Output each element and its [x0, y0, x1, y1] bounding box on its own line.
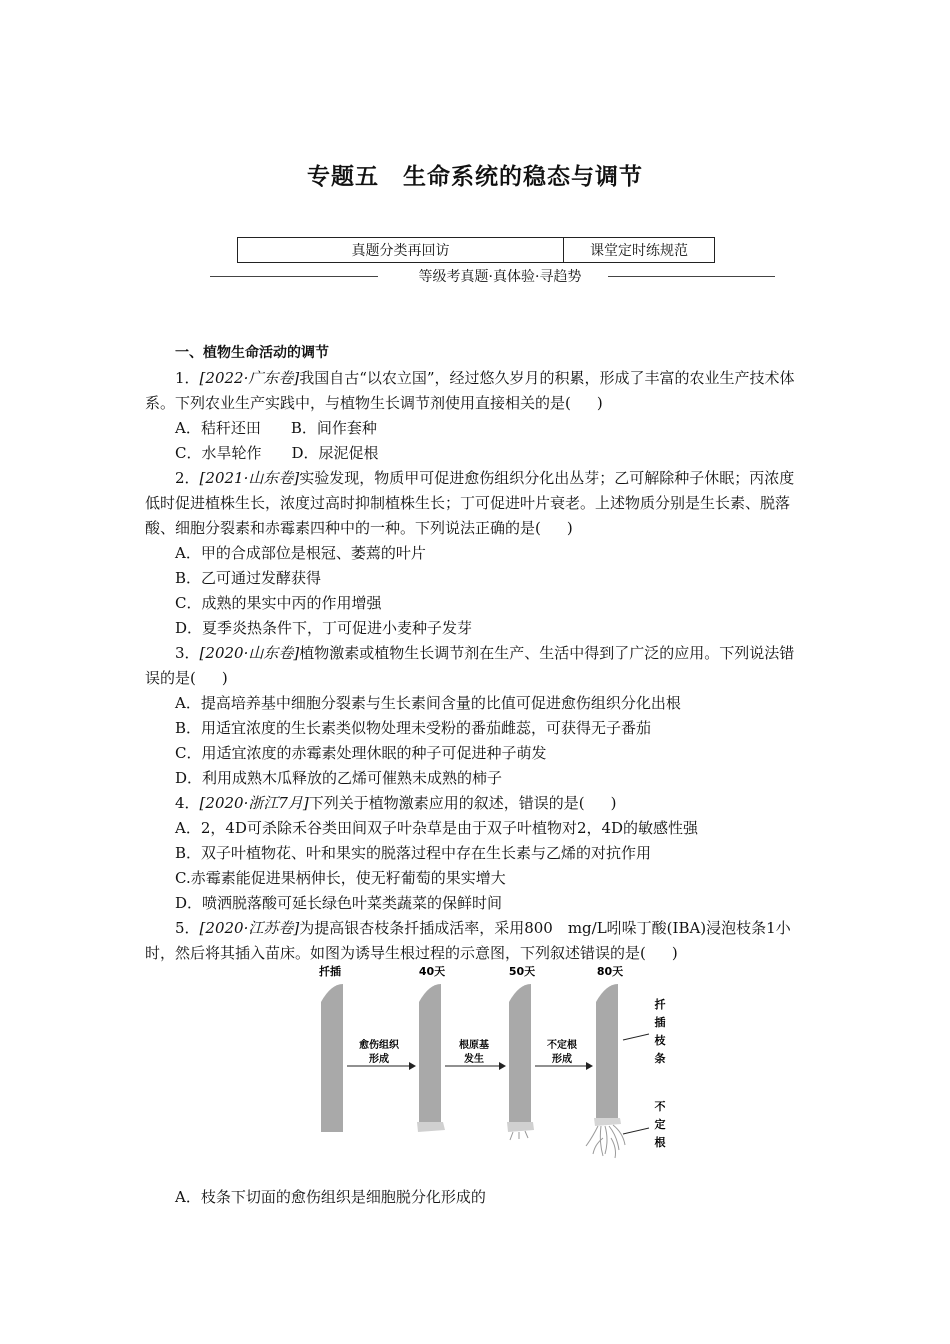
arrow-label: 不定根 [547, 1040, 577, 1051]
root-label-char: 根 [654, 1136, 666, 1149]
arrow-label: 发生 [464, 1054, 484, 1065]
root-label-char: 定 [654, 1118, 666, 1131]
option[interactable]: B．用适宜浓度的生长素类似物处理未受粉的番茄雌蕊，可获得无子番茄 [175, 719, 652, 737]
section-heading: 一、植物生命活动的调节 [175, 345, 329, 361]
stage-label: 扦插 [319, 965, 341, 978]
right-rule [608, 276, 775, 277]
option[interactable]: D．夏季炎热条件下，丁可促进小麦种子发芽 [175, 619, 473, 637]
option[interactable]: B．乙可通过发酵获得 [175, 569, 322, 587]
option[interactable]: A．提高培养基中细胞分裂素与生长素间含量的比值可促进愈伤组织分化出根 [175, 694, 681, 712]
question-1: 1．[2022·广东卷]我国自古“以农立国”，经过悠久岁月的积累，形成了丰富的农业生产技术体系。下列农业生产实践中，与植物生长调节剂使用直接相关的是( ) [145, 369, 795, 412]
option[interactable]: C．水旱轮作 [175, 444, 262, 462]
tab-practice[interactable]: 课堂定时练规范 [590, 243, 688, 259]
cutting-label-char: 扦 [654, 998, 666, 1011]
callus [417, 1122, 445, 1132]
stage-label: 50天 [508, 965, 536, 978]
question-3: 3．[2020·山东卷]植物激素或植物生长调节剂在生产、生活中得到了广泛的应用。下列说法错误的是( ) [145, 644, 795, 687]
cutting-stage-1 [321, 984, 343, 1132]
arrow-label: 根原基 [459, 1040, 489, 1051]
option[interactable]: D．喷洒脱落酸可延长绿色叶菜类蔬菜的保鲜时间 [175, 894, 503, 912]
adventitious-roots [586, 1125, 625, 1158]
cutting-stage-4 [596, 984, 618, 1118]
subtitle-line [210, 266, 775, 286]
arrow-label: 愈伤组织 [359, 1040, 399, 1051]
stage-label: 40天 [418, 965, 446, 978]
option[interactable]: C．用适宜浓度的赤霉素处理休眠的种子可促进种子萌发 [175, 744, 547, 762]
left-rule [210, 276, 378, 277]
cutting-stage-2 [419, 984, 441, 1122]
arrow-label: 形成 [552, 1054, 572, 1065]
option[interactable]: A．秸秆还田 [175, 419, 261, 437]
tab-bar [237, 237, 715, 263]
question-5: 5．[2020·江苏卷]为提高银杏枝条扦插成活率，采用800 mg/L吲哚丁酸(IBA)浸泡枝条1小时，然后将其插入苗床。如图为诱导生根过程的示意图，下列叙述错误的是( ) [145, 919, 791, 962]
question-2: 2．[2021·山东卷]实验发现，物质甲可促进愈伤组织分化出丛芽；乙可解除种子休眠；丙浓度低时促进植株生长，浓度过高时抑制植株生长；丁可促进叶片衰老。上述物质分别是生长素、脱落酸、细胞分裂素和赤霉素四种中的一种。下列说法正确的是( ) [145, 469, 795, 537]
option[interactable]: A．甲的合成部位是根冠、萎蔫的叶片 [175, 544, 426, 562]
option[interactable]: C．成熟的果实中丙的作用增强 [175, 594, 382, 612]
stage-label: 80天 [596, 965, 624, 978]
cutting-label-char: 条 [654, 1052, 666, 1065]
cutting-label-char: 插 [654, 1016, 666, 1029]
option[interactable]: C.赤霉素能促进果柄伸长，使无籽葡萄的果实增大 [175, 869, 506, 887]
tab-review[interactable]: 真题分类再回访 [238, 238, 564, 262]
subtitle-text: 等级考真题·真体验·寻趋势 [418, 269, 582, 285]
cutting-label-char: 枝 [654, 1034, 666, 1047]
arrow-label: 形成 [369, 1054, 389, 1065]
question-1-options-ab [145, 416, 807, 441]
page-title: 专题五 生命系统的稳态与调节 [307, 164, 643, 190]
option[interactable]: A．枝条下切面的愈伤组织是细胞脱分化形成的 [175, 1188, 486, 1206]
root-primordium [507, 1122, 534, 1132]
option[interactable]: D．利用成熟木瓜释放的乙烯可催熟未成熟的柿子 [175, 769, 503, 787]
option[interactable]: D．尿泥促根 [291, 444, 379, 462]
option[interactable]: B．双子叶植物花、叶和果实的脱落过程中存在生长素与乙烯的对抗作用 [175, 844, 652, 862]
option[interactable]: B．间作套种 [290, 419, 377, 437]
question-4: 4．[2020·浙江7月]下列关于植物激素应用的叙述，错误的是( ) [175, 794, 617, 812]
root-label-char: 不 [654, 1100, 666, 1113]
question-list [145, 341, 807, 966]
rooting-diagram [305, 962, 705, 1162]
question-1-options-cd [145, 441, 807, 466]
option[interactable]: A．2，4D可杀除禾谷类田间双子叶杂草是由于双子叶植物对2，4D的敏感性强 [175, 819, 699, 837]
cutting-stage-3 [509, 984, 531, 1122]
